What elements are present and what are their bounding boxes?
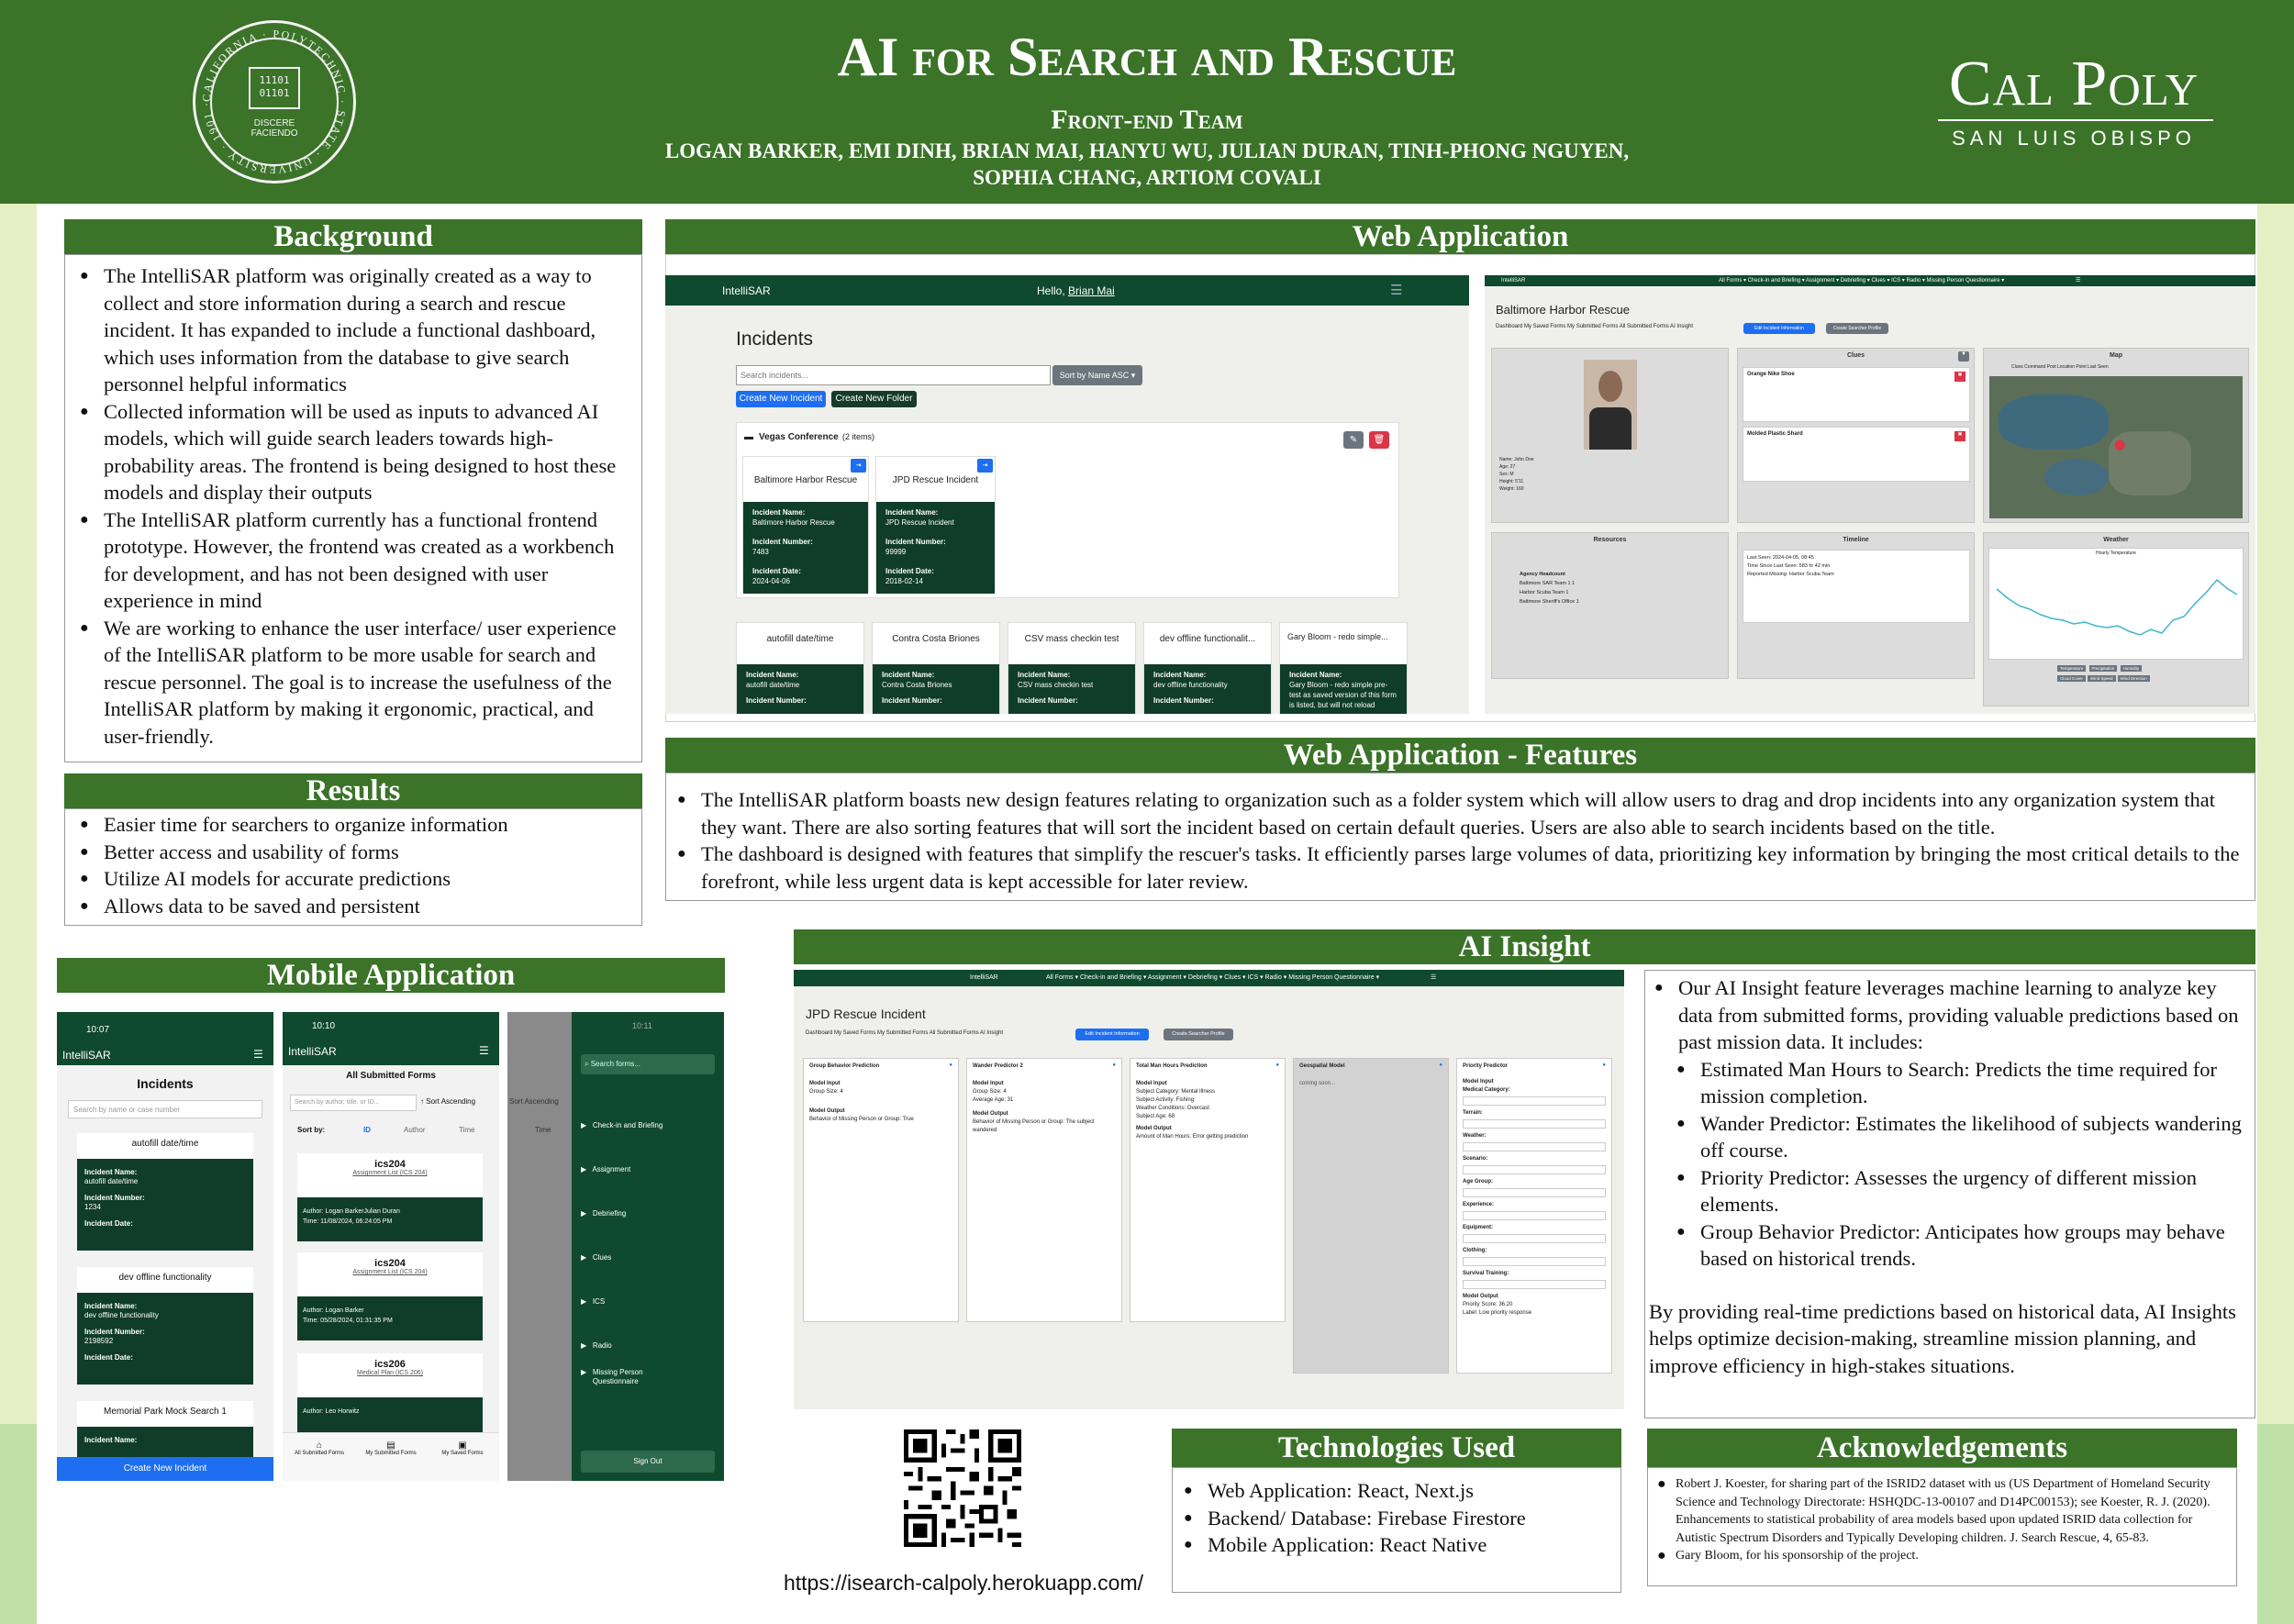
mobile-header: 10:07 IntelliSAR ☰ [57,1012,273,1065]
sort-dropdown[interactable]: Sort by Name ASC ▾ [1052,365,1142,385]
form-card[interactable]: ics206 Medical Plan (ICS 206) Author: Leo Horwitz [297,1353,483,1436]
clues-card: Clues ▼ Orange Nike Shoe ✖ Molded Plastic Shard ✖ [1737,348,1975,523]
drawer-menu [581,1104,663,1368]
ai-closing: By providing real-time predictions based on historical data, AI Insights helps optimize decision-making, streamline mission planning, and improve efficiency in high-stakes situations. [1649,1299,2236,1377]
incident-card[interactable] [875,456,996,593]
incident-card-details: Incident Name: JPD Rescue Incident Incident Number: 99999 Incident Date: 2018-02-14 [876,502,995,594]
tech-panel [1172,1467,1621,1593]
temperature-line [1997,562,2237,653]
select-field[interactable] [1463,1119,1606,1129]
info-icon: ● [949,1062,952,1068]
ai-sub-list [1649,1056,2249,1273]
ai-text-panel [1644,970,2255,1418]
tech-list [1178,1477,1615,1559]
background-bullet: ● The IntelliSAR platform was originally created as a way to collect and store information during a search and rescue incident. It has expanded to include a functional dashboard, which uses information from the database to give search personnel helpful informatics [74,262,634,398]
incident-search-input[interactable]: Search incidents... [736,365,1051,385]
sort-toggle[interactable]: ↑ Sort Ascending [420,1097,476,1106]
mobile-search-input[interactable]: Search by name or case number [68,1100,262,1118]
hamburger-icon[interactable]: ☰ [1431,974,1437,981]
incident-title: JPD Rescue Incident [806,1007,926,1021]
app-navbar [665,275,1469,306]
results-bullet: ● Allows data to be saved and persistent [74,893,634,920]
arrow-up-icon: ↑ [420,1097,424,1106]
drawer-item[interactable]: ▶ Check-in and Briefing [581,1121,663,1129]
results-bullet: ● Better access and usability of forms [74,839,634,866]
delete-clue-icon[interactable]: ✖ [1954,372,1965,382]
folder-name: Vegas Conference [759,432,839,442]
mobile-menu-screenshot [507,1012,724,1481]
ack-bullet: ● Robert J. Koester, for sharing part of the ISRID2 dataset with us (US Department of Homeland Security Science and Technology Directorate: HSHQDC-13-00107 and D14PC00153); see Koester, R. J. (2020). Enhancements to statistical probability of area models based upon updated ISRID data collection for Autistic Spectrum Disorders and Typically Developing children. J. Search Rescue, 4, 65-83. [1652,1475,2229,1547]
mobile-page-title: Incidents [137,1076,194,1091]
poster-authors [459,138,1835,191]
select-field[interactable] [1463,1211,1606,1220]
greeting: Hello, Brian Mai [1037,284,1115,297]
ack-bullet: ● Gary Bloom, for his sponsorship of the project. [1652,1547,2229,1565]
subject-details: Name: John Doe Age: 27 Sex: M Height: 5'11 Weight: 160 [1499,457,1534,492]
background-heading: Background [64,219,642,254]
incident-card[interactable]: dev offline functionalit... Incident Name: dev offline functionality Incident Number: [1143,622,1272,714]
hamburger-icon[interactable]: ☰ [479,1044,489,1057]
select-field[interactable] [1463,1142,1606,1151]
ack-list [1652,1475,2229,1565]
folder-vegas-conference[interactable] [736,422,1399,598]
drawer-item[interactable]: ▶ Missing Person Questionnaire [581,1368,643,1385]
poster-title: AI for Search and Rescue [837,27,1457,87]
sort-options[interactable]: Sort by: ID Author Time [297,1126,475,1134]
filter-icon[interactable]: ▼ [1958,351,1969,362]
nav-menu[interactable]: All Forms ▾ Check-in and Briefing ▾ Assignment ▾ Debriefing ▾ Clues ▾ ICS ▾ Radio ▾ Missing Person Questionnaire ▾ [1046,974,1380,981]
tech-bullet: ● Web Application: React, Next.js [1178,1477,1615,1505]
tab-all-submitted[interactable]: ⌂ All Submitted Forms [292,1440,347,1456]
user-link[interactable]: Brian Mai [1068,284,1115,297]
map-legend: Clues Command Post Location Point Last Seen [2011,364,2109,370]
edit-incident-button[interactable]: Edit Incident Information [1743,323,1815,334]
university-seal [193,20,356,184]
hamburger-icon[interactable]: ☰ [1390,283,1403,298]
project-url[interactable]: https://isearch-calpoly.herokuapp.com/ [783,1571,1144,1595]
background-bullet: ● The IntelliSAR platform currently has a functional frontend prototype. However, the frontend was created as a workbench for development, and has not been designed with user experience in mind [74,506,634,615]
app-brand[interactable]: IntelliSAR [1501,278,1526,284]
sign-out-button[interactable]: Sign Out [581,1451,715,1473]
authors-line-2: SOPHIA CHANG, ARTIOM COVALI [973,166,1321,189]
app-navbar [1485,275,2255,286]
create-searcher-button[interactable]: Create Searcher Profile [1826,323,1888,334]
drawer-item[interactable]: ▶ ICS [581,1297,606,1306]
info-icon: ● [1439,1062,1442,1068]
search-icon: ⌕ [585,1060,589,1068]
tech-bullet: ● Backend/ Database: Firebase Firestore [1178,1505,1615,1532]
drawer-search-input[interactable]: ⌕ Search forms... [581,1054,715,1074]
home-icon: ⌂ [316,1440,323,1451]
side-drawer: 10:11 ⌕ Search forms... ▶ Check-in and Briefing ▶ Assignment ▶ Debriefing ▶ Clues ▶ ICS ▶ Radio ▶ Missing Person Questionnaire Sign Out [572,1012,724,1481]
svg-text:CALIFORNIA · POLYTECHNIC · STA: CALIFORNIA · POLYTECHNIC · STATE · UNIVERSITY · 1901 · [199,27,350,177]
folder-count: (2 items) [842,432,875,441]
map-view[interactable] [1989,376,2243,518]
mobile-brand: IntelliSAR [288,1045,337,1058]
tab-my-saved[interactable]: ▣ My Saved Forms [435,1440,490,1456]
ai-model-card: Priority Predictor ● Model Input Medical Category: Terrain: Weather: Scenario: Age Group: Experience: Equipment: Clothing: Survival Training: Model Output Priority Score: 36.20 Label: Low priority response [1456,1058,1612,1374]
subject-card [1491,348,1729,523]
mobile-incident-card[interactable]: autofill date/time Incident Name: autofill date/time Incident Number: 1234 Incident Date: [77,1133,253,1251]
logo-divider [1938,119,2213,121]
folder-icon: ▬ [744,432,753,442]
incident-card[interactable]: Gary Bloom - redo simple... Incident Name: Gary Bloom - redo simple pre-test as saved version of this form is listed, but will not reload [1279,622,1408,714]
ai-model-card: Wander Predictor 2 ● Model Input Group Size: 4 Average Age: 31 Model Output Behavior of Missing Person or Group: The subject wandered [966,1058,1122,1322]
open-incident-icon[interactable]: ⇥ [851,459,866,473]
ack-heading: Acknowledgements [1647,1429,2237,1467]
app-brand[interactable]: IntelliSAR [970,974,998,981]
edit-folder-icon[interactable]: ✎ [1343,431,1364,449]
select-field[interactable] [1463,1280,1606,1289]
ai-model-card: Geospatial Model ● coming soon... [1293,1058,1449,1374]
incident-card-title: JPD Rescue Incident [892,475,979,485]
dashboard-tabs[interactable]: Dashboard My Saved Forms My Submitted Forms All Submitted Forms AI Insight [1496,324,1694,329]
qr-code[interactable] [904,1429,1021,1547]
cal-poly-logo-subtitle: SAN LUIS OBISPO [1952,127,2196,150]
resources-table: Agency Headcount Baltimore SAR Team 1 1 Harbor Scuba Team 1 Baltimore Sheriff's Office 1 [1520,572,1579,605]
features-heading: Web Application - Features [665,738,2255,773]
tab-my-submitted[interactable]: ▤ My Submitted Forms [363,1440,418,1456]
save-icon: ▣ [458,1440,467,1451]
mobile-heading: Mobile Application [57,958,725,993]
weather-card: Weather Hourly Temperature Temperature Precipitation Humidity Cloud Cover Wind Speed Wind Direction [1983,532,2249,706]
info-icon: ● [1602,1062,1606,1068]
ai-insight-screenshot [794,970,1624,1409]
weather-chart: Hourly Temperature [1988,548,2244,660]
dashboard-tabs[interactable]: Dashboard My Saved Forms My Submitted Forms All Submitted Forms AI Insight [806,1030,1004,1036]
features-bullet: ● The dashboard is designed with features that simplify the rescuer's tasks. It efficiently parses large volumes of data, prioritizing key information by bringing the most critical details to the forefront, while less urgent data is kept accessible for later review. [672,840,2245,895]
resources-card: Resources Agency Headcount Baltimore SAR Team 1 1 Harbor Scuba Team 1 Baltimore Sheriff's Office 1 [1491,532,1729,679]
create-folder-button[interactable]: Create New Folder [831,391,917,407]
results-panel [64,808,642,926]
cal-poly-logo: Cal Poly [1948,49,2199,119]
info-icon: ● [1275,1062,1279,1068]
seal-motto: DISCERE FACIENDO [251,118,298,139]
edit-incident-button[interactable]: Edit Incident Information [1075,1029,1149,1040]
ack-panel [1647,1467,2237,1586]
drawer-item[interactable]: ▶ Clues [581,1253,612,1262]
page-title: Incidents [736,328,814,350]
results-bullet: ● Easier time for searchers to organize information [74,811,634,839]
hamburger-icon[interactable]: ☰ [253,1048,263,1061]
subject-photo [1584,360,1637,450]
tech-heading: Technologies Used [1172,1429,1621,1467]
web-app-heading: Web Application [665,219,2255,254]
info-icon: ● [1112,1062,1116,1068]
incident-card[interactable]: CSV mass checkin test Incident Name: CSV mass checkin test Incident Number: [1008,622,1136,714]
create-searcher-button[interactable]: Create Searcher Profile [1164,1029,1233,1040]
tech-bullet: ● Mobile Application: React Native [1178,1531,1615,1559]
create-incident-button[interactable]: Create New Incident [57,1457,273,1481]
incident-card[interactable]: autofill date/time Incident Name: autofill date/time Incident Number: [736,622,864,714]
form-card[interactable]: ics204 Assignment List (ICS 204) Author: Logan Barker Time: 05/28/2024, 01:31:35 PM [297,1252,483,1340]
map-card: Map Clues Command Post Location Point Last Seen ⬤ [1983,348,2249,523]
drawer-item[interactable]: ▶ Debriefing [581,1209,627,1218]
authors-line-1: LOGAN BARKER, EMI DINH, BRIAN MAI, HANYU WU, JULIAN DURAN, TINH-PHONG NGUYEN, [664,139,1630,162]
features-panel [665,773,2255,901]
incident-card-details: Incident Name: Baltimore Harbor Rescue Incident Number: 7483 Incident Date: 2024-04-06 [743,502,868,594]
clue-item[interactable]: Orange Nike Shoe ✖ [1743,367,1970,422]
background-bullet: ● We are working to enhance the user interface/ user experience of the IntelliSAR platform to be more usable for search and rescue personnel. The goal is to increase the usefulness of the IntelliSAR platform by making it ergonomic, practical, and user-friendly. [74,615,634,751]
features-bullet: ● The IntelliSAR platform boasts new design features relating to organization such as a folder system which will allow users to drag and drop incidents into any organization system that they want. There are also sorting features that will sort the incident based on certain default queries. Users are also able to search incidents based on the title. [672,786,2245,840]
seal-lamp: 11101 01101 [249,67,300,109]
mobile-header: 10:10 IntelliSAR ☰ [283,1012,499,1065]
select-field[interactable] [1463,1096,1606,1106]
delete-clue-icon[interactable]: ✖ [1954,431,1965,441]
hamburger-icon[interactable]: ☰ [2076,278,2081,284]
incident-card[interactable] [742,456,869,593]
drawer-item[interactable]: ▶ Assignment [581,1165,631,1174]
clue-item[interactable]: Molded Plastic Shard ✖ [1743,427,1970,482]
weather-options[interactable]: Temperature Precipitation Humidity Cloud Cover Wind Speed Wind Direction [2057,666,2241,681]
ai-feature-bullet: ● Estimated Man Hours to Search: Predicts the time required for mission completion. [1649,1056,2249,1110]
ai-model-card: Group Behavior Prediction ● Model Input Group Size: 4 Model Output Behavior of Missing Person or Group: True [803,1058,959,1322]
mobile-page-title: All Submitted Forms [346,1071,436,1081]
timeline-card: Timeline Last Seen: 2024-04-05, 08:45 Time Since Last Seen: 583 hr 42 min Reported Missing: Harbor Scuba Team [1737,532,1975,679]
incident-title: Baltimore Harbor Rescue [1496,303,1630,317]
open-incident-icon[interactable]: ⇥ [977,459,993,473]
results-list [74,811,634,919]
poster-header [0,0,2294,204]
mobile-incidents-screenshot [57,1012,273,1481]
background-bullet: ● Collected information will be used as inputs to advanced AI models, which will guide search leaders towards high-probability areas. The frontend is being designed to host these models and display their outputs [74,398,634,506]
delete-folder-icon[interactable]: 🗑 [1369,431,1389,449]
ai-model-card: Total Man Hours Prediction ● Model Input Subject Category: Mental Illness Subject Activity: Fishing Weather Conditions: Overcast Subject Age: 68 Model Output Amount of Man Hours: Error getting prediction [1130,1058,1286,1322]
dashboard-screenshot [1485,275,2255,714]
mobile-forms-screenshot [283,1012,499,1481]
dimmed-background: Sort Ascending Time [507,1012,581,1481]
app-navbar [794,970,1624,986]
incident-card[interactable]: Contra Costa Briones Incident Name: Contra Costa Briones Incident Number: [872,622,1000,714]
select-field[interactable] [1463,1234,1606,1243]
nav-menu[interactable]: All Forms ▾ Check-in and Briefing ▾ Assignment ▾ Debriefing ▾ Clues ▾ ICS ▾ Radio ▾ Missing Person Questionnaire ▾ [1719,278,2005,284]
features-list [672,786,2245,895]
ai-heading: AI Insight [794,929,2255,964]
create-incident-button[interactable]: Create New Incident [736,391,826,407]
timeline-list: Last Seen: 2024-04-05, 08:45 Time Since Last Seen: 583 hr 42 min Reported Missing: Harbor Scuba Team [1743,550,1970,623]
document-icon: ▤ [386,1440,395,1451]
select-field[interactable] [1463,1257,1606,1266]
mobile-incident-card[interactable]: Memorial Park Mock Search 1 Incident Name: [77,1401,253,1481]
poster-subtitle: Front-end Team [1051,105,1243,135]
forms-search-input[interactable]: Search by author, title, or ID... [290,1095,417,1111]
mobile-incident-card[interactable]: dev offline functionality Incident Name: dev offline functionality Incident Number: 2198592 Incident Date: [77,1267,253,1385]
drawer-item[interactable]: ▶ Radio [581,1341,612,1350]
background-list [74,262,634,750]
background-panel [64,254,642,762]
mobile-brand: IntelliSAR [62,1049,111,1062]
results-bullet: ● Utilize AI models for accurate predictions [74,865,634,893]
bottom-tab-bar [283,1432,499,1481]
select-field[interactable] [1463,1188,1606,1197]
incidents-screenshot [665,275,1469,714]
map-pin-icon[interactable]: ⬤ [2114,439,2126,450]
ai-list [1649,974,2249,1056]
app-brand[interactable]: IntelliSAR [722,284,771,297]
incident-card-title: Baltimore Harbor Rescue [753,475,858,485]
ai-feature-bullet: ● Wander Predictor: Estimates the likelihood of subjects wandering off course. [1649,1110,2249,1164]
ai-intro: ● Our AI Insight feature leverages machine learning to analyze key data from submitted forms, providing valuable predictions based on past mission data. It includes: [1649,974,2249,1056]
ai-feature-bullet: ● Priority Predictor: Assesses the urgency of different mission elements. [1649,1164,2249,1218]
ai-feature-bullet: ● Group Behavior Predictor: Anticipates how groups may behave based on historical trends. [1649,1218,2249,1273]
form-card[interactable]: ics204 Assignment List (ICS 204) Author: Logan BarkerJulian Duran Time: 11/08/2024, 06:24:05 PM [297,1153,483,1241]
select-field[interactable] [1463,1165,1606,1174]
results-heading: Results [64,773,642,808]
